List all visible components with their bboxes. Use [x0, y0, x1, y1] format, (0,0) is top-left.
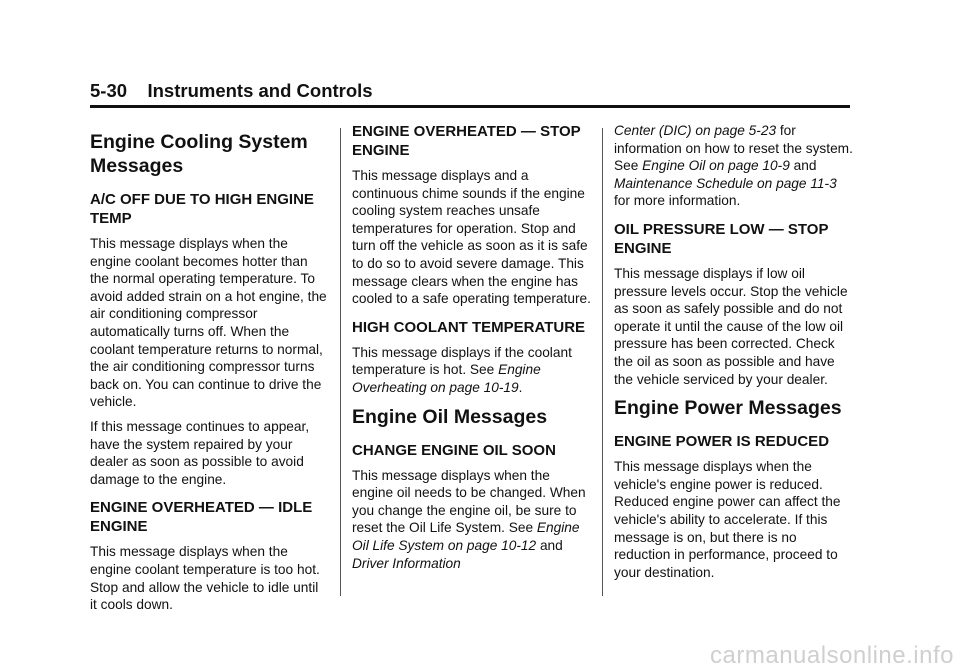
- column-divider-2: [602, 128, 603, 596]
- idle-engine-paragraph: This message displays when the engine coolant temperature is too hot. Stop and allow the vehicle to idle until it cools down.: [90, 544, 320, 613]
- column-divider-1: [340, 128, 341, 596]
- message-heading-ac-off: A/C OFF DUE TO HIGH ENGINE TEMP: [90, 191, 314, 227]
- message-heading-high-coolant: HIGH COOLANT TEMPERATURE: [352, 318, 586, 336]
- continued-text-1: for information on how to reset the system. See: [614, 123, 853, 174]
- and-text-2: and: [789, 158, 817, 174]
- oil-life-system-link[interactable]: Engine Oil Life System on page 10-12: [352, 520, 580, 553]
- page-number: 5-30: [90, 80, 128, 101]
- ac-off-paragraph-1: This message displays when the engine coolant becomes hotter than the normal operating temperature. To avoid added strain on a hot engine, the air conditioning compressor automatically turns off. When the coolant temperature returns to normal, the air conditioning compressor turns back on. You can continue to drive the vehicle.: [90, 236, 327, 410]
- message-heading-idle-engine: ENGINE OVERHEATED — IDLE ENGINE: [90, 499, 313, 536]
- period: .: [518, 379, 523, 395]
- dic-link[interactable]: Center (DIC) on page 5-23: [614, 123, 777, 138]
- engine-overheating-link[interactable]: Engine Overheating on page 10-19: [352, 362, 541, 395]
- page-header: [90, 80, 850, 108]
- high-coolant-paragraph: [352, 344, 592, 397]
- oil-pressure-paragraph: This message displays if low oil pressure levels occur. Stop the vehicle as soon as safely possible and do not operate it until the cause of the low oil pressure has been corrected. Check the oil as soon as possible and have the vehicle serviced by your dealer.: [614, 265, 848, 387]
- section-heading-engine-power: Engine Power Messages: [614, 397, 842, 420]
- maintenance-schedule-link[interactable]: Maintenance Schedule on page 11-3: [614, 175, 837, 191]
- high-coolant-text: This message displays if the coolant temperature is hot. See: [352, 344, 572, 378]
- message-heading-power-reduced: ENGINE POWER IS REDUCED: [614, 433, 830, 451]
- change-oil-text: This message displays when the engine oil needs to be changed. When you change the engine oil, be sure to reset the Oil Life System. See: [352, 467, 586, 536]
- section-title: Instruments and Controls: [147, 80, 373, 101]
- message-heading-change-oil: CHANGE ENGINE OIL SOON: [352, 441, 556, 459]
- column-2: [352, 122, 592, 579]
- watermark: carmanualsonline.info: [710, 642, 954, 669]
- message-heading-oil-pressure: OIL PRESSURE LOW — STOP ENGINE: [614, 220, 829, 257]
- message-heading-stop-engine: ENGINE OVERHEATED — STOP ENGINE: [352, 123, 581, 159]
- ac-off-paragraph-2: If this message continues to appear, have the system repaired by your dealer as soon as possible to avoid damage to the engine.: [90, 418, 310, 487]
- driver-information-link[interactable]: Driver Information: [352, 555, 461, 571]
- column-1: [90, 122, 328, 621]
- power-reduced-paragraph: This message displays when the vehicle's engine power is reduced. Reduced engine power can affect the vehicle's ability to accelerate. If this message is on, but there is no reduction in performance, proceed to your destination.: [614, 459, 841, 580]
- continued-text-2: for more information.: [614, 193, 741, 209]
- section-heading-engine-oil: Engine Oil Messages: [352, 405, 548, 428]
- column-3: [614, 122, 854, 588]
- continued-paragraph: [614, 122, 854, 210]
- engine-oil-link[interactable]: Engine Oil on page 10-9: [642, 158, 790, 174]
- stop-engine-paragraph: This message displays and a continuous chime sounds if the engine cooling system reaches unsafe temperatures for operation. Stop and turn off the vehicle as soon as it is safe to do so to avoid severe damage. This message clears when the engine has cooled to a safe operating temperature.: [352, 168, 591, 307]
- and-text: and: [536, 537, 563, 553]
- section-heading-cooling: Engine Cooling System Messages: [90, 131, 308, 177]
- change-oil-paragraph: [352, 467, 592, 573]
